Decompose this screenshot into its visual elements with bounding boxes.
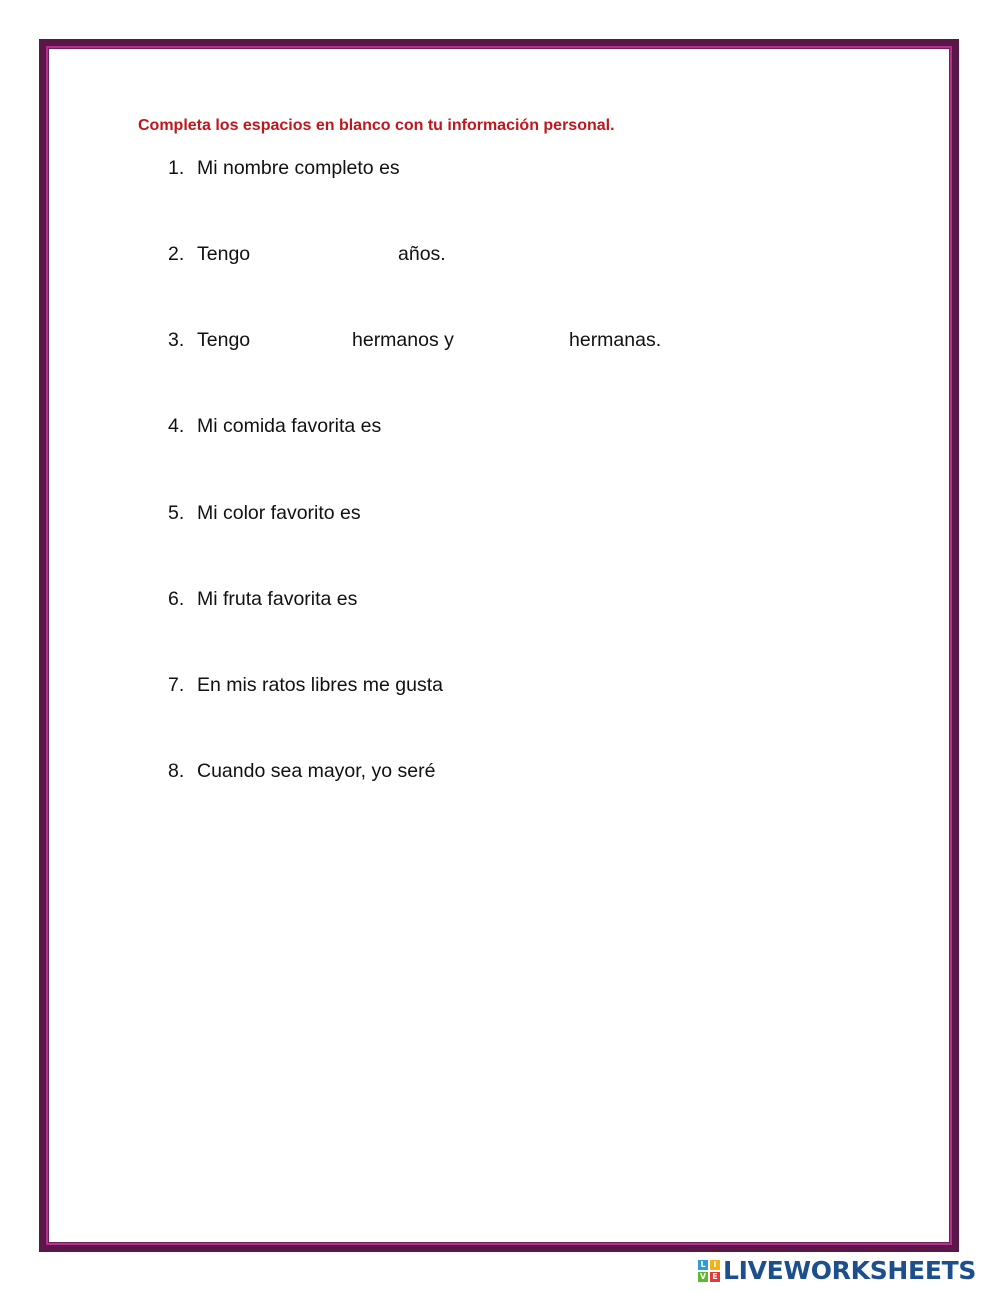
favorite-food-input[interactable] <box>405 413 909 441</box>
free-time-input[interactable] <box>463 672 909 700</box>
question-number: 8. <box>168 760 185 782</box>
question-1 <box>0 157 900 183</box>
favorite-fruit-input[interactable] <box>383 586 909 614</box>
logo-letter-l: L <box>698 1260 708 1270</box>
question-text: Tengo <box>197 243 251 265</box>
question-4 <box>0 415 900 441</box>
question-text: Cuando sea mayor, yo seré <box>197 760 436 782</box>
question-7 <box>0 674 900 700</box>
age-input[interactable] <box>262 241 396 269</box>
question-number: 3. <box>168 329 185 351</box>
question-number: 4. <box>168 415 185 437</box>
question-8 <box>0 760 900 786</box>
instructions-text: Completa los espacios en blanco con tu información personal. <box>138 117 615 134</box>
full-name-input[interactable] <box>425 155 909 183</box>
question-text: Mi comida favorita es <box>197 415 382 437</box>
question-number: 7. <box>168 674 185 696</box>
question-text: Mi nombre completo es <box>197 157 400 179</box>
question-number: 6. <box>168 588 185 610</box>
question-number: 2. <box>168 243 185 265</box>
future-job-input[interactable] <box>455 758 909 786</box>
question-number: 5. <box>168 502 185 524</box>
question-3 <box>0 329 900 355</box>
question-text: hermanas. <box>569 329 662 351</box>
question-text: hermanos y <box>352 329 454 351</box>
question-number: 1. <box>168 157 185 179</box>
logo-letter-e: E <box>710 1272 720 1282</box>
question-5 <box>0 502 900 528</box>
question-text: años. <box>398 243 446 265</box>
question-6 <box>0 588 900 614</box>
question-text: Mi fruta favorita es <box>197 588 358 610</box>
sisters-count-input[interactable] <box>470 327 568 355</box>
logo-letter-v: V <box>699 1272 707 1281</box>
page-content-area <box>48 48 950 1243</box>
question-text: En mis ratos libres me gusta <box>197 674 444 696</box>
logo-letter-i: I <box>710 1260 720 1270</box>
logo-mark-icon <box>698 1260 720 1282</box>
question-text: Mi color favorito es <box>197 502 361 524</box>
logo-wordmark: LIVEWORKSHEETS <box>723 1256 977 1285</box>
favorite-color-input[interactable] <box>385 500 909 528</box>
brothers-count-input[interactable] <box>262 327 350 355</box>
question-2 <box>0 243 900 269</box>
liveworksheets-logo <box>698 1257 976 1285</box>
question-text: Tengo <box>197 329 251 351</box>
